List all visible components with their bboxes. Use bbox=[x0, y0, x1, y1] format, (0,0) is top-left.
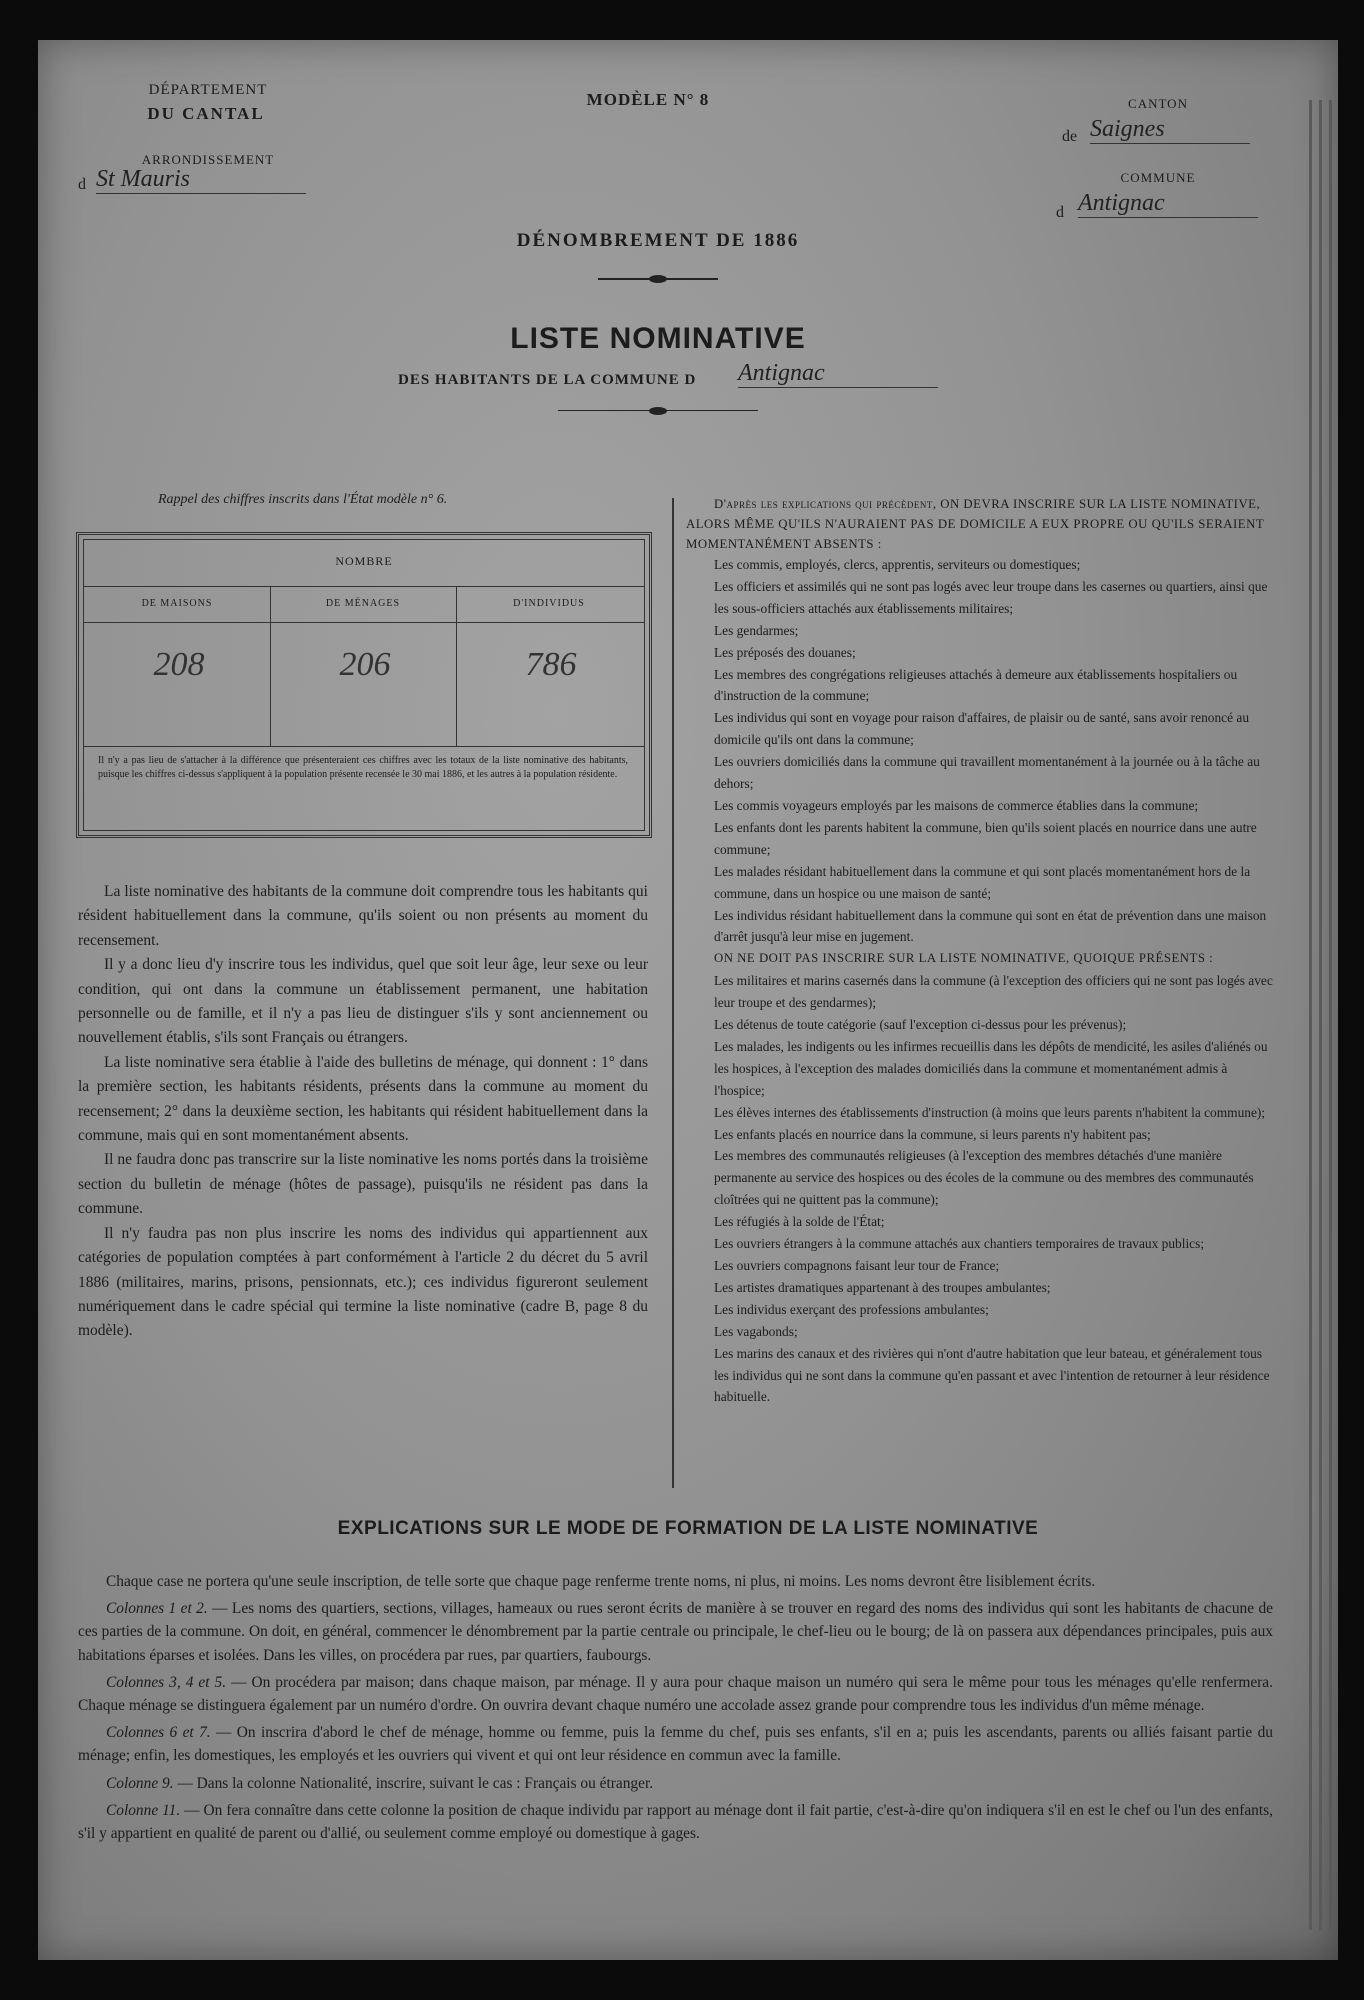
rule bbox=[456, 586, 457, 746]
inscrire-item: Les commis, employés, clercs, apprentis, serviteurs ou domestiques; bbox=[714, 557, 1081, 572]
ornament bbox=[598, 278, 718, 280]
commune-handwritten: Antignac bbox=[1078, 190, 1258, 218]
left-instructions bbox=[78, 880, 648, 1344]
modele-number: MODÈLE N° 8 bbox=[586, 90, 710, 109]
canton-label: CANTON bbox=[1128, 96, 1188, 111]
census-page bbox=[38, 40, 1338, 1960]
explications-item bbox=[78, 1772, 1273, 1795]
explications-item bbox=[78, 1597, 1273, 1667]
ne-pas-item: Les individus exerçant des professions ambulantes; bbox=[714, 1301, 989, 1317]
explications-item bbox=[78, 1721, 1273, 1767]
explications-item-label: Colonne 11. bbox=[106, 1801, 181, 1819]
inscrire-item: Les individus qui sont en voyage pour raison d'affaires, de plaisir ou de santé, sans avoir renoncé au domicile qu'ils ont dans la commune; bbox=[714, 710, 1250, 748]
explications-item-label: Colonne 9. bbox=[106, 1774, 174, 1792]
ne-pas-item: Les détenus de toute catégorie (sauf l'exception ci-dessus pour les prévenus); bbox=[714, 1017, 1127, 1033]
left-paragraph: Il y a donc lieu d'y inscrire tous les individus, quel que soit leur âge, leur sexe ou leur condition, qui ont dans la commune un établissement permanent, une habitation personnelle ou de famille, et il n'y a pas lieu de distinguer s'ils y sont anciennement ou nouvellement établis, s'ils sont Français ou étrangers. bbox=[78, 956, 648, 1047]
col-menages-header: DE MÉNAGES bbox=[325, 598, 401, 609]
col-maisons-header: DE MAISONS bbox=[141, 598, 213, 609]
arrondissement-label: ARRONDISSEMENT bbox=[141, 152, 275, 167]
ne-pas-item: Les militaires et marins casernés dans la commune (à l'exception des officiers qui ne sont pas logés avec leur troupe et des gendarmes); bbox=[714, 973, 1273, 1011]
denombrement-title: DÉNOMBREMENT DE 1886 bbox=[516, 230, 800, 251]
commune-label: COMMUNE bbox=[1120, 170, 1196, 185]
rule bbox=[84, 746, 644, 747]
rappel-table bbox=[76, 532, 652, 838]
ne-pas-item: Les vagabonds; bbox=[714, 1323, 798, 1339]
left-paragraph: La liste nominative sera établie à l'aide des bulletins de ménage, qui donnent : 1° dans la première section, les habitants résidents, présents dans la commune au moment du recensement; 2° dans la deuxième section, les habitants qui résident habituellement dans la commune, mais qui en sont momentanément absents. bbox=[78, 1053, 648, 1145]
ornament bbox=[558, 410, 758, 411]
ne-pas-inscrire-intro: ON NE DOIT PAS INSCRIRE SUR LA LISTE NOMINATIVE, QUOIQUE PRÉSENTS : bbox=[714, 951, 1214, 966]
left-paragraph: Il ne faudra donc pas transcrire sur la liste nominative les noms portés dans la troisième section du bulletin de ménage (hôtes de passage), puisqu'ils ne résident pas dans la commune. bbox=[78, 1151, 648, 1218]
page-edge bbox=[1329, 100, 1332, 1930]
left-paragraph: La liste nominative des habitants de la commune doit comprendre tous les habitants qui résident habituellement dans la commune, qu'ils soient ou non présents au moment du recensement. bbox=[78, 883, 648, 949]
explications-item-text: — On fera connaître dans cette colonne la position de chaque individu par rapport au ménage dont il fait partie, c'est-à-dire qu'on indiquera s'il en est le chef ou l'un des enfants, s'il y appartient en qualité de parent ou d'allié, ou seulement comme employé ou domestique à gages. bbox=[78, 1801, 1273, 1843]
rule bbox=[84, 586, 644, 587]
commune-prefix: d bbox=[1056, 204, 1064, 221]
value-individus: 786 bbox=[525, 646, 577, 683]
ne-pas-item: Les élèves internes des établissements d'instruction (à moins que leurs parents n'habitent la commune); bbox=[714, 1104, 1266, 1120]
ne-pas-item: Les malades, les indigents ou les infirmes recueillis dans les dépôts de mendicité, les asiles d'aliénés ou les hospices, à l'exception des malades domiciliés dans la commune et momentanément admis à l'hospice; bbox=[714, 1038, 1268, 1098]
explications-item-text: — Dans la colonne Nationalité, inscrire, suivant le cas : Français ou étranger. bbox=[173, 1774, 654, 1792]
nombre-header: NOMBRE bbox=[335, 554, 393, 568]
arrondissement-handwritten: St Mauris bbox=[96, 166, 306, 194]
page-edge bbox=[1309, 100, 1312, 1930]
liste-nominative-title: LISTE NOMINATIVE bbox=[510, 322, 806, 355]
explications-item-text: — Les noms des quartiers, sections, villages, hameaux ou rues seront écrits de manière à se trouver en regard des noms des individus qui sont les habitants de chacune de ces parties de la commune. On doit, en général, commencer le dénombrement par la partie centrale ou principale, le chef-lieu ou le bourg; de là on passera aux dépendances principales, puis aux habitations éparses et isolées. Dans les villes, on procédera par rues, par quartiers, faubourgs. bbox=[78, 1600, 1273, 1664]
inscrire-item: Les enfants dont les parents habitent la commune, bien qu'ils soient placés en nourrice dans une autre commune; bbox=[714, 819, 1257, 857]
explications-title: EXPLICATIONS SUR LE MODE DE FORMATION DE LA LISTE NOMINATIVE bbox=[337, 1518, 1039, 1539]
habitants-prefix: DES HABITANTS DE LA COMMUNE D bbox=[398, 372, 697, 388]
page-edge bbox=[1319, 100, 1322, 1930]
explications-item bbox=[78, 1671, 1273, 1717]
right-instructions bbox=[686, 494, 1276, 1408]
rule bbox=[84, 622, 644, 623]
ne-pas-item: Les ouvriers compagnons faisant leur tour de France; bbox=[714, 1258, 1000, 1273]
ne-pas-item: Les marins des canaux et des rivières qui n'ont d'autre habitation que leur bateau, et généralement tous les individus qui ne sont dans la commune qu'en passant et avec l'intention de retourner à leur résidence habituelle. bbox=[714, 1345, 1270, 1405]
rule bbox=[270, 586, 271, 746]
value-menages: 206 bbox=[339, 646, 391, 683]
inscrire-intro: D'après les explications qui précèdent, ON DEVRA INSCRIRE SUR LA LISTE NOMINATIVE, ALORS MÊME QU'ILS N'AURAIENT PAS DE DOMICILE A EUX PROPRE OU QU'ILS SERAIENT MOMENTANÉMENT ABSENTS : bbox=[686, 497, 1264, 551]
arrondissement-prefix: d bbox=[78, 176, 86, 193]
ne-pas-item: Les ouvriers étrangers à la commune attachés aux chantiers temporaires de travaux publics; bbox=[714, 1236, 1205, 1252]
explications-item-label: Colonnes 1 et 2. bbox=[106, 1600, 208, 1618]
explications-item bbox=[78, 1799, 1273, 1845]
column-divider bbox=[672, 498, 674, 1488]
left-paragraph: Il n'y faudra pas non plus inscrire les noms des individus qui appartiennent aux catégories de population comptées à part conformément à l'article 2 du décret du 5 avril 1886 (militaires, marins, prisons, pensionnats, etc.); ces individus figureront seulement numériquement dans le cadre spécial qui termine la liste nominative (cadre B, page 8 du modèle). bbox=[78, 1224, 648, 1340]
departement-label: DÉPARTEMENT bbox=[148, 82, 268, 98]
col-individus-header: D'INDIVIDUS bbox=[513, 598, 585, 609]
explications-body bbox=[78, 1570, 1273, 1849]
explications-item-text: — On procédera par maison; dans chaque maison, par ménage. Il y aura pour chaque maison un numéro qui sera le même pour tous les ménages qu'elle renfermera. Chaque ménage se distinguera également par un numéro d'ordre. On ouvrira devant chaque numéro une accolade assez grande pour comprendre tous les individus d'un même ménage. bbox=[78, 1673, 1273, 1715]
explications-item-label: Colonnes 6 et 7. bbox=[106, 1724, 211, 1742]
ne-pas-item: Les artistes dramatiques appartenant à des troupes ambulantes; bbox=[714, 1279, 1051, 1295]
inscrire-item: Les gendarmes; bbox=[714, 622, 799, 638]
inscrire-item: Les préposés des douanes; bbox=[714, 644, 856, 660]
explications-item-label: Colonnes 3, 4 et 5. bbox=[106, 1673, 227, 1691]
rappel-note: Il n'y a pas lieu de s'attacher à la différence que présenteraient ces chiffres avec les totaux de la liste nominative des habitants, puisque les chiffres ci-dessus s'appliquent à la population présente recensée le 30 mai 1886, et les autres à la population résidente. bbox=[98, 755, 628, 780]
inscrire-item: Les malades résidant habituellement dans la commune et qui sont placés momentanément hors de la commune, dans un hospice ou une maison de santé; bbox=[714, 863, 1251, 901]
ne-pas-item: Les réfugiés à la solde de l'État; bbox=[714, 1214, 885, 1230]
departement-value: DU CANTAL bbox=[147, 104, 265, 123]
habitants-commune-handwritten: Antignac bbox=[738, 360, 938, 388]
inscrire-item: Les commis voyageurs employés par les maisons de commerce établies dans la commune; bbox=[714, 797, 1199, 813]
inscrire-item: Les officiers et assimilés qui ne sont pas logés avec leur troupe dans les casernes ou quartiers, ainsi que les sous-officiers attachés aux établissements militaires; bbox=[714, 578, 1268, 616]
canton-handwritten: Saignes bbox=[1090, 116, 1250, 144]
inscrire-item: Les individus résidant habituellement dans la commune qui sont en état de prévention dans une maison d'arrêt jusqu'à leur mise en jugement. bbox=[714, 907, 1267, 945]
explications-item-text: — On inscrira d'abord le chef de ménage, homme ou femme, puis la femme du chef, puis ses enfants, s'il en a; puis les ascendants, parents ou alliés faisant partie du ménage; enfin, les domestiques, les employés et les ouvriers qui vivent et qui ont leur résidence en commun avec la famille. bbox=[78, 1724, 1273, 1765]
value-maisons: 208 bbox=[153, 646, 205, 683]
rappel-caption: Rappel des chiffres inscrits dans l'État modèle n° 6. bbox=[158, 492, 448, 507]
canton-prefix: de bbox=[1062, 128, 1078, 145]
ne-pas-item: Les enfants placés en nourrice dans la commune, si leurs parents n'y habitent pas; bbox=[714, 1126, 1151, 1142]
explications-intro: Chaque case ne portera qu'une seule inscription, de telle sorte que chaque page renferme trente noms, ni plus, ni moins. Les noms devront être lisiblement écrits. bbox=[106, 1573, 1096, 1590]
inscrire-item: Les membres des congrégations religieuses attachés à demeure aux établissements hospitaliers ou d'instruction de la commune; bbox=[714, 666, 1238, 704]
inscrire-item: Les ouvriers domiciliés dans la commune qui travaillent momentanément à la journée ou à la tâche au dehors; bbox=[714, 754, 1260, 792]
rappel-table-inner bbox=[83, 539, 645, 831]
ne-pas-item: Les membres des communautés religieuses (à l'exception des membres détachés d'une manière permanente au service des hospices ou des écoles de la commune ou des membres des communautés cloîtrées qui ne quittent pas la commune); bbox=[714, 1148, 1254, 1208]
